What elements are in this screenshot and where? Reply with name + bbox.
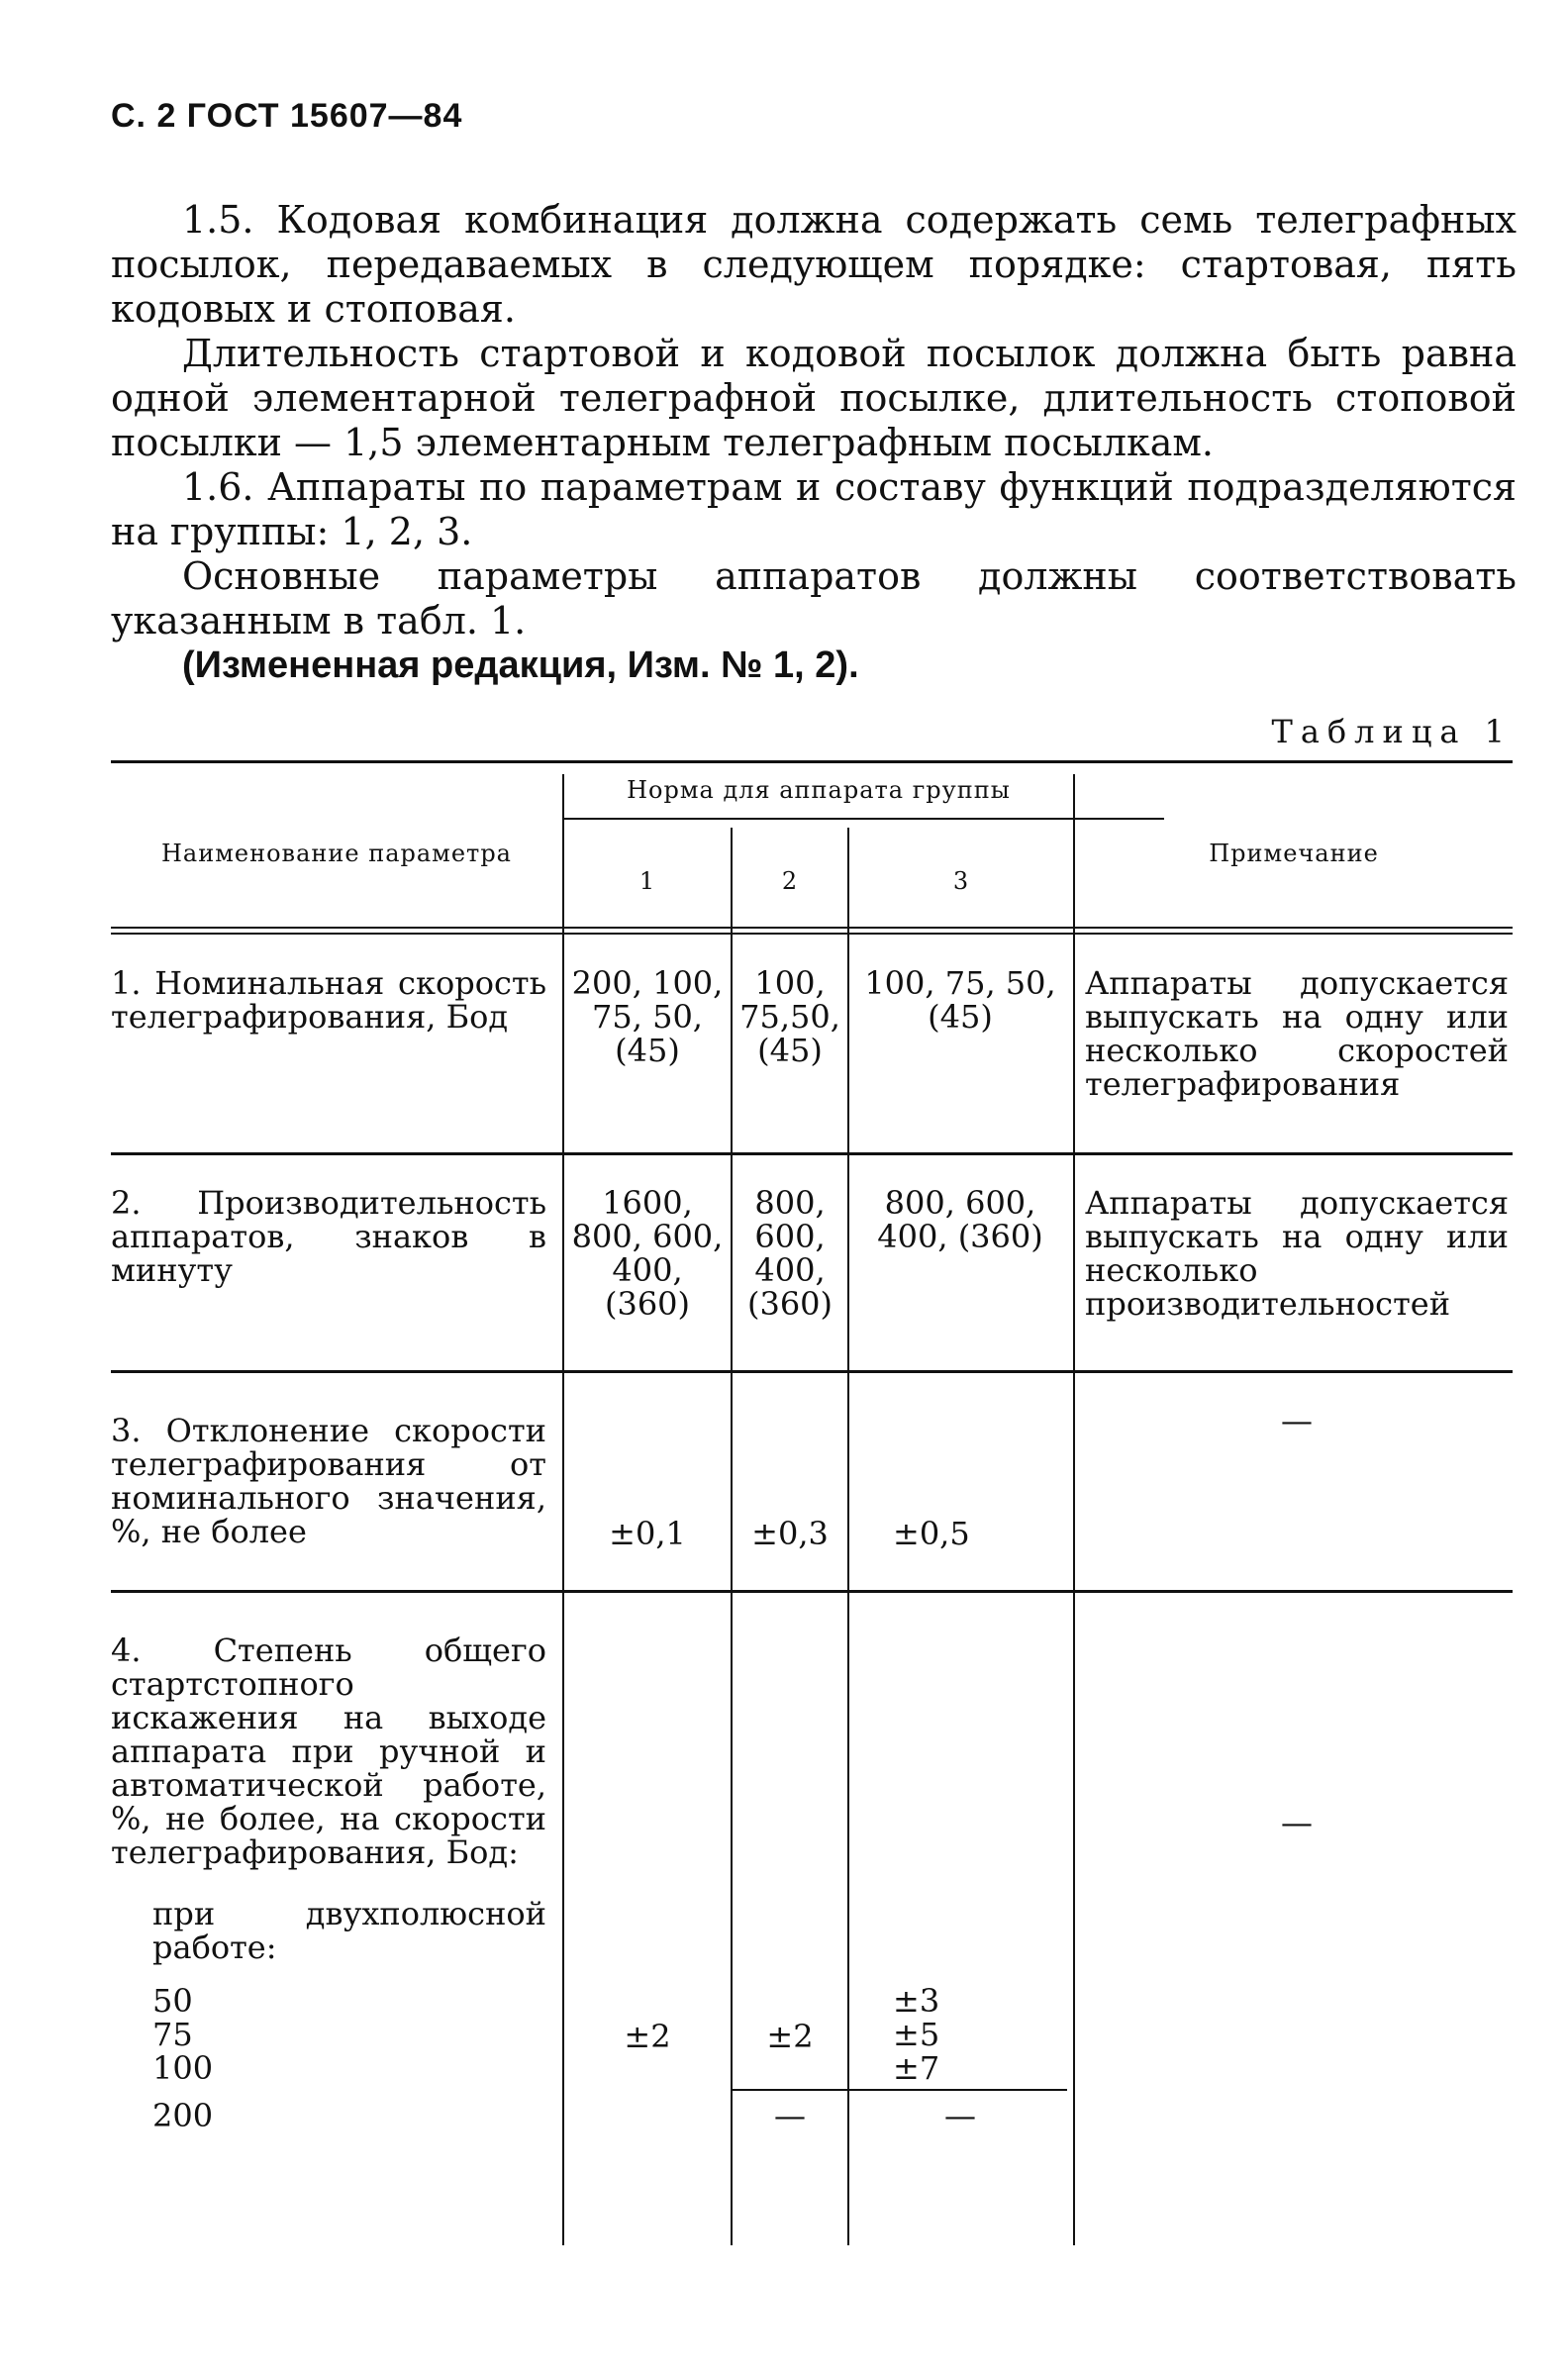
row1-g1: 200, 100, 75, 50, (45): [571, 964, 724, 1069]
paragraph-duration: Длительность стартовой и кодовой посылок должна быть равна одной элементарной телеграфной посылке, длительность стоповой посылки — 1,5 элементарным телеграфным посылкам.: [111, 332, 1517, 464]
row4-g3-75: ±5: [893, 2016, 940, 2053]
paragraph-1-5: 1.5. Кодовая комбинация должна содержать семь телеграфных посылок, передаваемых в следующем порядке: стартовая, пять кодовых и стоповая.: [111, 198, 1517, 331]
row4-speed-100: 100: [152, 2049, 214, 2087]
row2-g2: 800, 600, 400, (360): [746, 1184, 833, 1323]
row1-g2: 100, 75,50, (45): [739, 964, 840, 1069]
row2-g1: 1600, 800, 600, 400, (360): [571, 1184, 724, 1323]
row2-param: 2. Производительность аппаратов, знаков в минуту: [111, 1184, 546, 1289]
row-rule-1: [111, 1152, 1513, 1155]
header-param: Наименование параметра: [161, 840, 512, 867]
edition-note: (Измененная редакция, Изм. № 1, 2).: [182, 644, 859, 686]
header-group-3: 3: [952, 867, 970, 895]
row4-g1: ±2: [624, 2018, 671, 2055]
header-group-2: 2: [781, 867, 799, 895]
row4-speed-200: 200: [152, 2097, 214, 2134]
header-group-1: 1: [638, 867, 656, 895]
header-rule-2: [111, 933, 1513, 935]
row4-note: —: [1281, 1804, 1313, 1841]
col-line-4: [1073, 774, 1075, 2245]
table-caption: Таблица 1: [1271, 713, 1513, 750]
col-line-3: [847, 828, 849, 2245]
parameters-table: [111, 760, 1513, 2245]
header-rule-1: [111, 927, 1513, 929]
row3-param: 3. Отклонение скорости телеграфирования от номинального значения, %, не более: [111, 1412, 546, 1550]
paragraph-main-params: Основные параметры аппаратов должны соответствовать указанным в табл. 1.: [111, 554, 1517, 643]
row2-note: Аппараты допускается выпускать на одну или несколько производительностей: [1085, 1184, 1509, 1323]
row4-g3-50: ±3: [893, 1982, 940, 2020]
row-rule-2: [111, 1370, 1513, 1373]
body-text: [111, 198, 1517, 688]
row4-g2-200: —: [774, 2097, 806, 2134]
header-norm: Норма для аппарата группы: [627, 776, 1011, 804]
paragraph-1-6: 1.6. Аппараты по параметрам и составу функций подразделяются на группы: 1, 2, 3.: [111, 465, 1517, 553]
row1-param: 1. Номинальная скорость телеграфирования, Бод: [111, 964, 546, 1036]
table-top-rule: [111, 760, 1513, 763]
row4-sub: при двухполюсной работе:: [152, 1895, 546, 1966]
row4-g3-200: —: [944, 2097, 976, 2134]
row4-speed-75: 75: [152, 2016, 193, 2053]
row4-param: 4. Степень общего стартстопного искажения на выходе аппарата при ручной и автоматической работе, %, не более, на скорости телеграфирования, Бод:: [111, 1632, 546, 1871]
row4-g3-100: ±7: [893, 2049, 940, 2087]
row1-note: Аппараты допускается выпускать на одну или несколько скоростей телеграфирования: [1085, 964, 1509, 1103]
row3-g1: ±0,1: [609, 1515, 686, 1552]
row4-g2: ±2: [766, 2018, 814, 2055]
row4-g2-rule: [733, 2089, 847, 2091]
row3-g2: ±0,3: [751, 1515, 829, 1552]
row-rule-3: [111, 1590, 1513, 1593]
row4-g3-rule: [849, 2089, 1067, 2091]
header-note: Примечание: [1209, 840, 1379, 867]
row2-g3: 800, 600, 400, (360): [877, 1184, 1043, 1255]
row3-g3: ±0,5: [893, 1515, 970, 1552]
row1-g3: 100, 75, 50, (45): [864, 964, 1056, 1036]
row4-speed-50: 50: [152, 1982, 193, 2020]
col-line-2: [731, 828, 733, 2245]
col-line-1: [562, 774, 564, 2245]
row3-note: —: [1281, 1402, 1313, 1439]
page-header: С. 2 ГОСТ 15607—84: [111, 97, 463, 135]
